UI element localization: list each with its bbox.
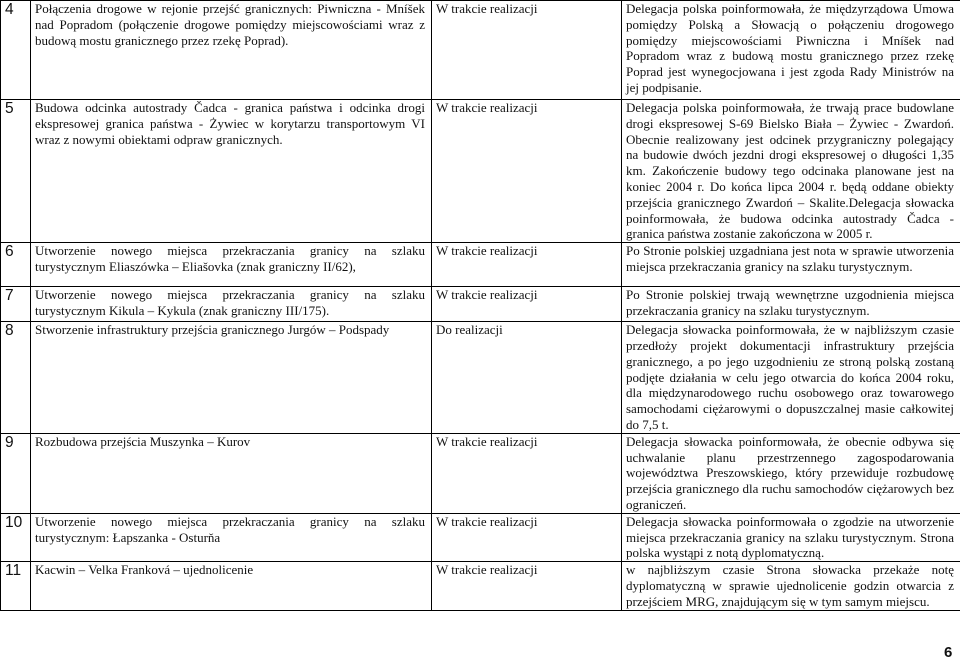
row-note: Delegacja polska poinformowała, że międzyrządowa Umowa pomiędzy Polską a Słowacją o połączeniu drogowego pomiędzy miejscowościami Piwniczna i Mníšek nad Popradom wraz z budową mostu granicznego przez rzekę Poprad jest wynegocjowana i jest zgoda Rady Ministrów na jej podpisanie. <box>622 1 960 100</box>
page-number: 6 <box>944 644 953 661</box>
row-number: 5 <box>1 100 31 243</box>
row-status: Do realizacji <box>432 322 622 434</box>
row-description: Kacwin – Velka Franková – ujednolicenie <box>31 562 432 610</box>
row-number: 9 <box>1 433 31 513</box>
row-note: Delegacja słowacka poinformowała o zgodzie na utworzenie miejsca przekraczania granicy na szlaku turystycznym. Strona polska wystąpi z notą dyplomatyczną. <box>622 513 960 561</box>
row-note: Po Stronie polskiej trwają wewnętrzne uzgodnienia miejsca przekraczania granicy na szlaku turystycznym. <box>622 287 960 322</box>
table-row <box>1 243 960 287</box>
row-description: Budowa odcinka autostrady Čadca - granica państwa i odcinka drogi ekspresowej granica państwa - Żywiec w korytarzu transportowym VI wraz z nowymi obiektami odpraw granicznych. <box>31 100 432 243</box>
row-status: W trakcie realizacji <box>432 1 622 100</box>
row-number: 4 <box>1 1 31 100</box>
row-note: w najbliższym czasie Strona słowacka przekaże notę dyplomatyczną w sprawie ujednolicenie godzin otwarcia z przejściem MRG, znajdującym się w tym samym miejscu. <box>622 562 960 610</box>
row-status: W trakcie realizacji <box>432 513 622 561</box>
row-description: Rozbudowa przejścia Muszynka – Kurov <box>31 433 432 513</box>
table-row <box>1 433 960 513</box>
row-number: 8 <box>1 322 31 434</box>
row-description: Stworzenie infrastruktury przejścia granicznego Jurgów – Podspady <box>31 322 432 434</box>
table-row <box>1 287 960 322</box>
table-row <box>1 1 960 100</box>
row-note: Po Stronie polskiej uzgadniana jest nota w sprawie utworzenia miejsca przekraczania granicy na szlaku turystycznym. <box>622 243 960 287</box>
table-row <box>1 322 960 434</box>
row-description: Utworzenie nowego miejsca przekraczania granicy na szlaku turystycznym Kikula – Kykula (znak graniczny III/175). <box>31 287 432 322</box>
row-status: W trakcie realizacji <box>432 562 622 610</box>
row-note: Delegacja słowacka poinformowała, że w najbliższym czasie przedłoży projekt dokumentacji infrastruktury przejścia granicznego, a po jego uzgodnieniu ze stroną polską zostaną podjęte działania w celu jego otwarcia do końca 2004 roku, dla międzynarodowego ruchu osobowego oraz towarowego samochodami ciężarowymi o dopuszczalnej masie całkowitej do 7,5 t. <box>622 322 960 434</box>
row-number: 6 <box>1 243 31 287</box>
table-row <box>1 100 960 243</box>
row-number: 10 <box>1 513 31 561</box>
row-status: W trakcie realizacji <box>432 100 622 243</box>
row-status: W trakcie realizacji <box>432 287 622 322</box>
row-number: 11 <box>1 562 31 610</box>
table-row <box>1 562 960 610</box>
table-row <box>1 513 960 561</box>
row-description: Połączenia drogowe w rejonie przejść granicznych: Piwniczna - Mníšek nad Popradom (połączenie drogowe pomiędzy miejscowościami wraz z budową mostu granicznego przez rzekę Poprad). <box>31 1 432 100</box>
row-note: Delegacja polska poinformowała, że trwają prace budowlane drogi ekspresowej S-69 Bielsko Biała – Żywiec - Zwardoń. Obecnie realizowany jest odcinek przygraniczny polegający na budowie dwóch jezdni drogi ekspresowej o długości 1,35 km. Zakończenie budowy tego odcinaka planowane jest na koniec 2004 r. Do końca lipca 2004 r. będą oddane obiekty przejścia granicznego Zwardoń – Skalite.Delegacja słowacka poinformowała, że budowa odcinka autostrady Čadca - granica państwa zostanie zakończona w 2005 r. <box>622 100 960 243</box>
row-number: 7 <box>1 287 31 322</box>
row-status: W trakcie realizacji <box>432 243 622 287</box>
row-description: Utworzenie nowego miejsca przekraczania granicy na szlaku turystycznym: Łapszanka - Osturňa <box>31 513 432 561</box>
row-status: W trakcie realizacji <box>432 433 622 513</box>
row-description: Utworzenie nowego miejsca przekraczania granicy na szlaku turystycznym Eliaszówka – Eliašovka (znak graniczny II/62), <box>31 243 432 287</box>
row-note: Delegacja słowacka poinformowała, że obecnie odbywa się uchwalanie planu przestrzennego zagospodarowania województwa Preszowskiego, który przewiduje rozbudowę przejścia granicznego dla ruchu samochodów ciężarowych bez ograniczeń. <box>622 433 960 513</box>
